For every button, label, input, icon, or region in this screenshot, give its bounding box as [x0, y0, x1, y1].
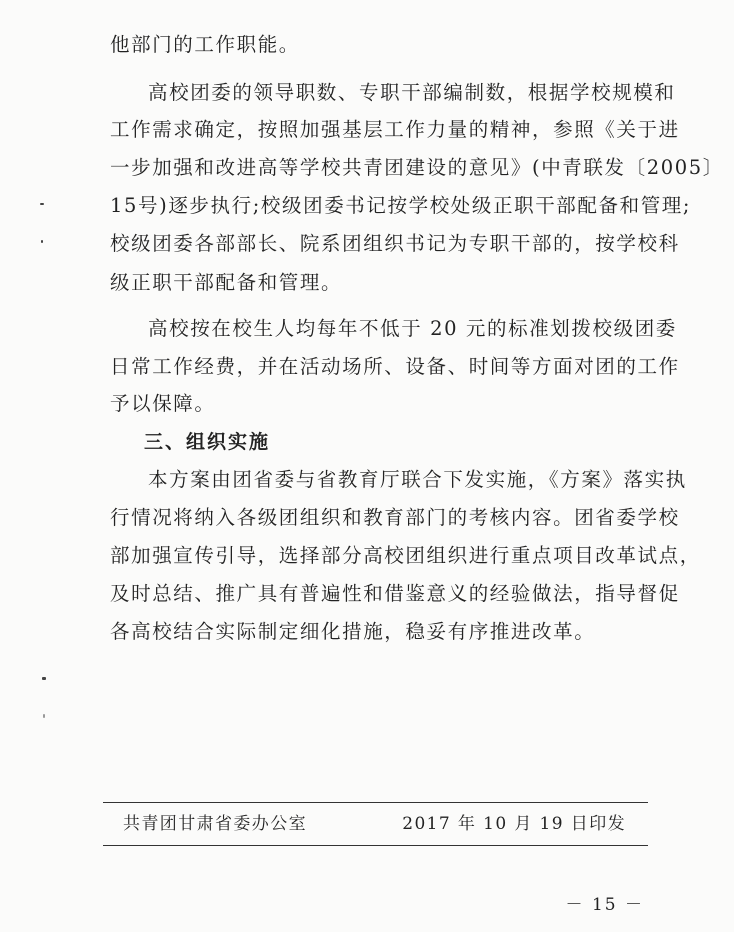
- paragraph-line: 行情况将纳入各级团组织和教育部门的考核内容。团省委学校: [110, 506, 680, 529]
- page-number: － 15 －: [565, 895, 644, 915]
- paragraph-line: 一步加强和改进高等学校共青团建设的意见》(中青联发〔2005〕: [110, 156, 724, 179]
- scan-speck: [43, 714, 45, 718]
- paragraph-line: 工作需求确定，按照加强基层工作力量的精神，参照《关于进: [110, 118, 680, 141]
- paragraph-line: 日常工作经费，并在活动场所、设备、时间等方面对团的工作: [110, 355, 680, 378]
- paragraph-line: 部加强宣传引导，选择部分高校团组织进行重点项目改革试点，: [110, 544, 701, 567]
- paragraph-line: 校级团委各部部长、院系团组织书记为专职干部的，按学校科: [110, 232, 680, 255]
- paragraph-line: 他部门的工作职能。: [110, 33, 300, 56]
- footer-top-rule: [103, 802, 648, 803]
- footer-issue-date: 2017 年 10 月 19 日印发: [402, 814, 626, 834]
- paragraph-line: 予以保障。: [110, 392, 216, 415]
- paragraph-line: 15号)逐步执行;校级团委书记按学校处级正职干部配备和管理;: [110, 194, 692, 217]
- footer-bottom-rule: [103, 845, 648, 846]
- paragraph-line: 级正职干部配备和管理。: [110, 271, 343, 294]
- paragraph-line: 高校团委的领导职数、专职干部编制数，根据学校规模和: [148, 81, 676, 104]
- paragraph-line: 及时总结、推广具有普遍性和借鉴意义的经验做法，指导督促: [110, 582, 680, 605]
- section-heading: 三、组织实施: [144, 431, 271, 453]
- footer-issuer: 共青团甘肃省委办公室: [123, 814, 307, 834]
- scan-speck: [42, 677, 46, 680]
- scan-speck: [40, 203, 44, 205]
- paragraph-line: 各高校结合实际制定细化措施，稳妥有序推进改革。: [110, 620, 596, 643]
- paragraph-line: 高校按在校生人均每年不低于 20 元的标准划拨校级团委: [148, 317, 677, 340]
- scan-speck: [41, 240, 43, 243]
- paragraph-line: 本方案由团省委与省教育厅联合下发实施，《方案》落实执: [148, 468, 687, 491]
